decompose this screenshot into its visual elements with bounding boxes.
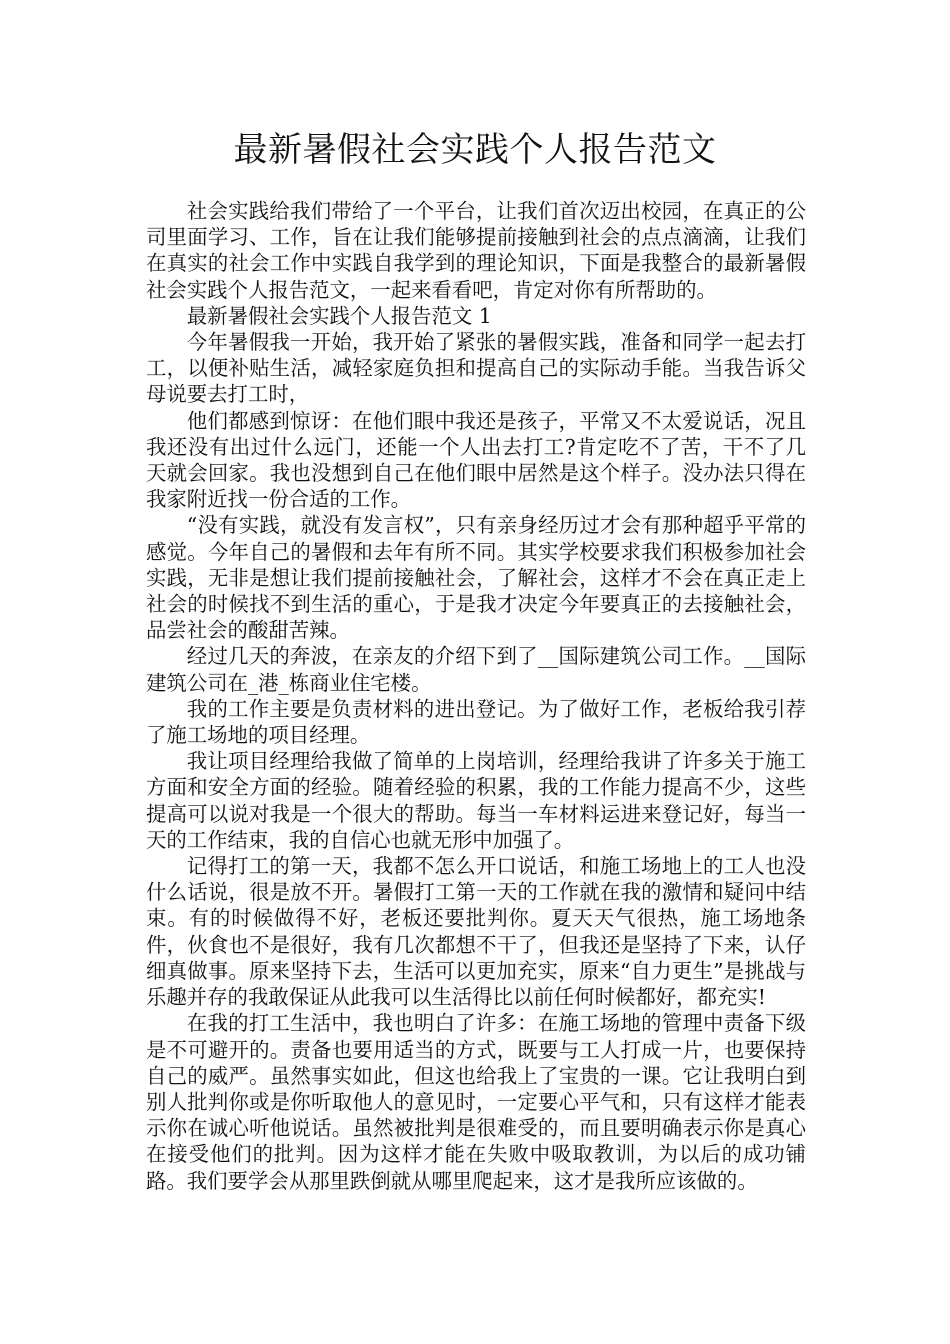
document-body	[146, 198, 806, 1194]
paragraph: 在我的打工生活中，我也明白了许多：在施工场地的管理中责备下级是不可避开的。责备也要用适当的方式，既要与工人打成一片，也要保持自己的威严。虽然事实如此，但这也给我上了宝贵的一课。它让我明白到别人批判你或是你听取他人的意见时，一定要心平气和，只有这样才能表示你在诚心听他说话。虽然被批判是很难受的，而且要明确表示你是真心在接受他们的批判。因为这样才能在失败中吸取教训，为以后的成功铺路。我们要学会从那里跌倒就从哪里爬起来，这才是我所应该做的。	[146, 1011, 806, 1193]
paragraph: 他们都感到惊讶：在他们眼中我还是孩子，平常又不太爱说话，况且我还没有出过什么远门，还能一个人出去打工?肯定吃不了苦，干不了几天就会回家。我也没想到自己在他们眼中居然是这个样子。没办法只得在我家附近找一份合适的工作。	[146, 408, 806, 512]
paragraph: 记得打工的第一天，我都不怎么开口说话，和施工场地上的工人也没什么话说，很是放不开。暑假打工第一天的工作就在我的激情和疑问中结束。有的时候做得不好，老板还要批判你。夏天天气很热，施工场地条件，伙食也不是很好，我有几次都想不干了，但我还是坚持了下来，认仔细真做事。原来坚持下去，生活可以更加充实，原来“自力更生”是挑战与乐趣并存的我敢保证从此我可以生活得比以前任何时候都好，都充实!	[146, 854, 806, 1010]
paragraph-intro: 社会实践给我们带给了一个平台，让我们首次迈出校园，在真正的公司里面学习、工作，旨在让我们能够提前接触到社会的点点滴滴，让我们在真实的社会工作中实践自我学到的理论知识，下面是我整合的最新暑假社会实践个人报告范文，一起来看看吧，肯定对你有所帮助的。	[146, 199, 806, 302]
section-heading: 最新暑假社会实践个人报告范文 1	[186, 303, 492, 328]
paragraph: “没有实践，就没有发言权”，只有亲身经历过才会有那种超乎平常的感觉。今年自己的暑假和去年有所不同。其实学校要求我们积极参加社会实践，无非是想让我们提前接触社会，了解社会，这样才不会在真正走上社会的时候找不到生活的重心，于是我才决定今年要真正的去接触社会，品尝社会的酸甜苦辣。	[146, 513, 806, 643]
paragraph: 我让项目经理给我做了简单的上岗培训，经理给我讲了许多关于施工方面和安全方面的经验。随着经验的积累，我的工作能力提高不少，这些提高可以说对我是一个很大的帮助。每当一车材料运进来登记好，每当一天的工作结束，我的自信心也就无形中加强了。	[146, 749, 806, 852]
paragraph: 经过几天的奔波，在亲友的介绍下到了__国际建筑公司工作。__国际建筑公司在_港_栋商业住宅楼。	[146, 644, 806, 695]
document-title: 最新暑假社会实践个人报告范文	[233, 130, 717, 170]
paragraph: 今年暑假我一开始，我开始了紧张的暑假实践，准备和同学一起去打工，以便补贴生活，减轻家庭负担和提高自己的实际动手能。当我告诉父母说要去打工时，	[146, 330, 806, 407]
paragraph: 我的工作主要是负责材料的进出登记。为了做好工作，老板给我引荐了施工场地的项目经理。	[146, 696, 806, 748]
